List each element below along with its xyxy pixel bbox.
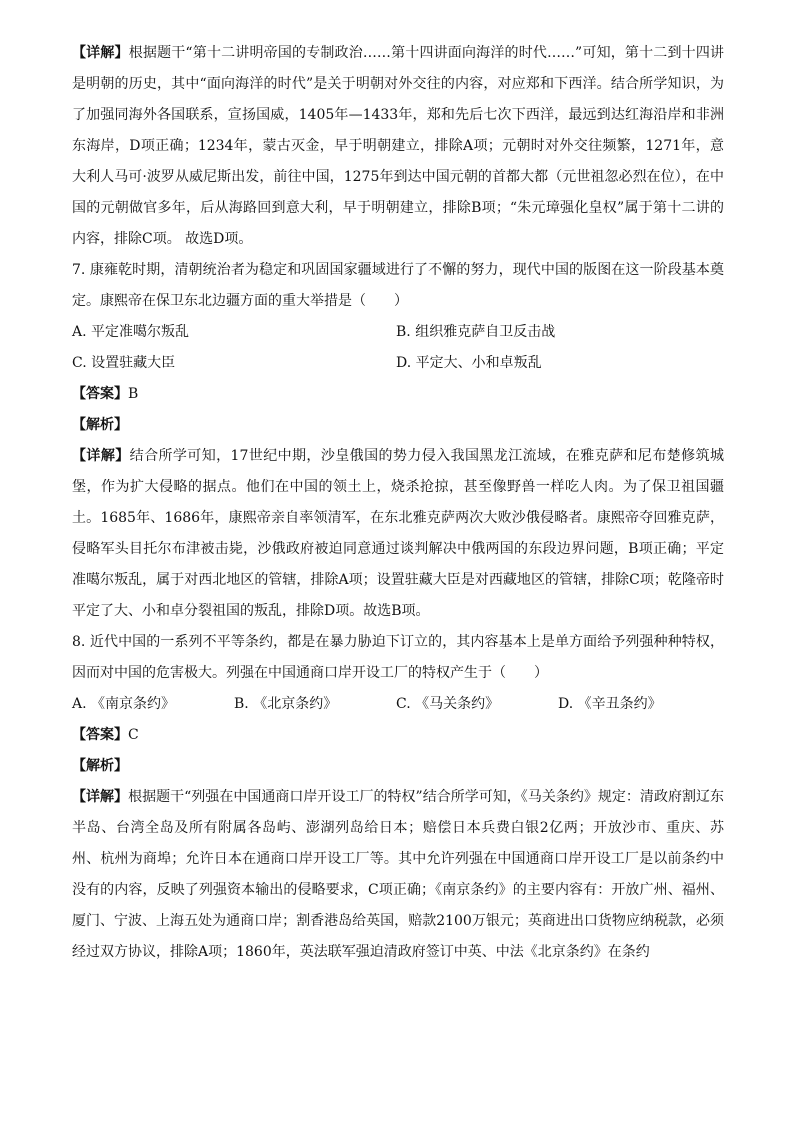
detail-label: 【详解】 xyxy=(72,45,129,61)
question-7-detail xyxy=(72,441,724,627)
detail-label: 【详解】 xyxy=(72,789,129,805)
option-a: A. 《南京条约》 xyxy=(72,696,176,712)
option-c: C. 设置驻藏大臣 xyxy=(72,355,176,371)
question-7-options-row-1 xyxy=(72,317,724,348)
option-b: B. 组织雅克萨自卫反击战 xyxy=(396,324,556,340)
option-c: C. 《马关条约》 xyxy=(396,696,500,712)
question-8-analysis-label: 【解析】 xyxy=(72,758,128,774)
question-8-detail xyxy=(72,782,724,968)
option-d: D. 平定大、小和卓叛乱 xyxy=(396,355,542,371)
option-d: D. 《辛丑条约》 xyxy=(558,696,662,712)
answer-label: 【答案】 xyxy=(72,727,128,743)
detail-text: 结合所学可知，17世纪中期，沙皇俄国的势力侵入我国黑龙江流域，在雅克萨和尼布楚修筑城堡，作为扩大侵略的据点。他们在中国的领土上，烧杀抢掠，甚至像野兽一样吃人肉。为了保卫祖国疆土。1685年、1686年，康熙帝亲自率领清军，在东北雅克萨两次大败沙俄侵略者。康熙帝夺回雅克萨，侵略军头目托尔布津被击毙，沙俄政府被迫同意通过谈判解决中俄两国的东段边界问题，B项正确；平定准噶尔叛乱，属于对西北地区的管辖，排除A项；设置驻藏大臣是对西藏地区的管辖，排除C项；乾隆帝时平定了大、小和卓分裂祖国的叛乱，排除D项。故选B项。 xyxy=(72,448,725,619)
answer-label: 【答案】 xyxy=(72,386,128,402)
detail-text: 根据题干“列强在中国通商口岸开设工厂的特权”结合所学可知，《马关条约》规定：清政府割辽东半岛、台湾全岛及所有附属各岛屿、澎湖列岛给日本；赔偿日本兵费白银2亿两；开放沙市、重庆、苏州、杭州为商埠；允许日本在通商口岸开设工厂等。其中允许列强在中国通商口岸开设工厂是以前条约中没有的内容，反映了列强资本输出的侵略要求，C项正确；《南京条约》的主要内容有：开放广州、福州、厦门、宁波、上海五处为通商口岸；割香港岛给英国，赔款2100万银元；英商进出口货物应纳税款，必须经过双方协议，排除A项；1860年，英法联军强迫清政府签订中英、中法《北京条约》在条约 xyxy=(72,789,725,960)
option-b: B. 《北京条约》 xyxy=(234,696,338,712)
question-7-answer xyxy=(72,379,724,410)
question-8-answer xyxy=(72,720,724,751)
answer-value: B xyxy=(128,386,139,402)
document-page xyxy=(72,38,724,968)
explanation-block-6 xyxy=(72,38,724,255)
detail-label: 【详解】 xyxy=(72,448,130,464)
answer-value: C xyxy=(128,727,139,743)
question-8-options xyxy=(72,689,724,720)
question-7-options-row-2 xyxy=(72,348,724,379)
option-a: A. 平定准噶尔叛乱 xyxy=(72,324,190,340)
question-7-analysis-label: 【解析】 xyxy=(72,417,128,433)
detail-text: 根据题干“第十二讲明帝国的专制政治……第十四讲面向海洋的时代……”可知，第十二到十四讲是明朝的历史，其中“面向海洋的时代”是关于明朝对外交往的内容，对应郑和下西洋。结合所学知识，为了加强同海外各国联系，宣扬国威，1405年—1433年，郑和先后七次下西洋，最远到达红海沿岸和非洲东海岸，D项正确；1234年，蒙古灭金，早于明朝建立，排除A项；元朝时对外交往频繁，1271年，意大利人马可·波罗从威尼斯出发，前往中国，1275年到达中国元朝的首都大都（元世祖忽必烈在位），在中国的元朝做官多年，后从海路回到意大利，早于明朝建立，排除B项；“朱元璋强化皇权”属于第十二讲的内容，排除C项。 故选D项。 xyxy=(72,45,725,247)
question-8-stem: 8. 近代中国的一系列不平等条约，都是在暴力胁迫下订立的，其内容基本上是单方面给予列强种种特权，因而对中国的危害极大。列强在中国通商口岸开设工厂的特权产生于（ ） xyxy=(72,634,724,681)
question-7-stem: 7. 康雍乾时期，清朝统治者为稳定和巩固国家疆域进行了不懈的努力，现代中国的版图在这一阶段基本奠定。康熙帝在保卫东北边疆方面的重大举措是（ ） xyxy=(72,262,724,309)
